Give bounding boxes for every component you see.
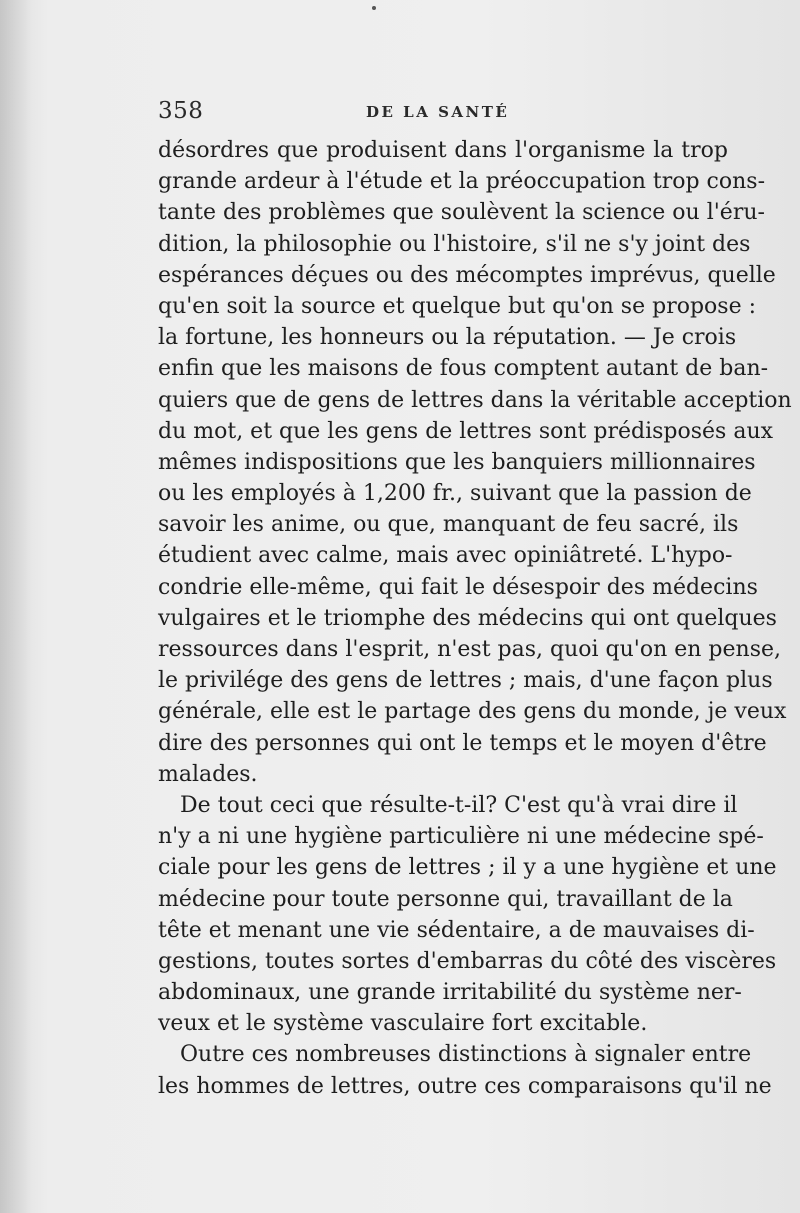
text-line: veux et le système vasculaire fort excitable. [158,1011,648,1037]
text-line: De tout ceci que résulte-t-il? C'est qu'à vrai dire il [180,792,738,818]
text-line: mêmes indispositions que les banquiers millionnaires [158,449,756,475]
running-title: DE LA SANTÉ [366,103,510,121]
text-line: abdominaux, une grande irritabilité du système ner- [158,980,742,1006]
page-number: 358 [158,98,204,124]
text-line: dire des personnes qui ont le temps et le moyen d'être [158,730,767,756]
text-line: vulgaires et le triomphe des médecins qui ont quelques [158,605,777,631]
body-text [158,135,792,1102]
ink-speck [372,6,376,10]
text-line: le privilége des gens de lettres ; mais, d'une façon plus [158,668,773,694]
text-line: quiers que de gens de lettres dans la véritable acception [158,387,792,413]
page-header [158,98,728,126]
text-line: dition, la philosophie ou l'histoire, s'il ne s'y joint des [158,231,751,257]
text-line: générale, elle est le partage des gens du monde, je veux [158,699,787,725]
text-line: ressources dans l'esprit, n'est pas, quoi qu'on en pense, [158,637,782,662]
text-line: enfin que les maisons de fous comptent autant de ban- [158,356,769,382]
text-line: ou les employés à 1,200 fr., suivant que la passion de [158,481,752,507]
text-line: ciale pour les gens de lettres ; il y a une hygiène et une [158,855,777,881]
text-line: tante des problèmes que soulèvent la science ou l'éru- [158,200,765,226]
text-line: espérances déçues ou des mécomptes imprévus, quelle [158,262,776,288]
text-line: qu'en soit la source et quelque but qu'on se propose : [158,293,756,319]
text-line: gestions, toutes sortes d'embarras du côté des viscères [158,948,777,974]
text-line: n'y a ni une hygiène particulière ni une médecine spé- [158,824,764,850]
text-line: condrie elle-même, qui fait le désespoir des médecins [158,574,758,600]
text-line: les hommes de lettres, outre ces comparaisons qu'il ne [158,1073,772,1099]
text-line: malades. [158,761,258,787]
text-line: étudient avec calme, mais avec opiniâtreté. L'hypo- [158,543,733,569]
text-line: désordres que produisent dans l'organisme la trop [158,138,728,163]
text-line: savoir les anime, ou que, manquant de feu sacré, ils [158,512,739,538]
text-line: grande ardeur à l'étude et la préoccupation trop cons- [158,169,766,195]
text-line: tête et menant une vie sédentaire, a de mauvaises di- [158,917,755,943]
text-line: la fortune, les honneurs ou la réputation. — Je crois [158,325,737,351]
text-line: Outre ces nombreuses distinctions à signaler entre [180,1042,752,1068]
text-line: médecine pour toute personne qui, travaillant de la [158,886,733,912]
text-line: du mot, et que les gens de lettres sont prédisposés aux [158,418,774,444]
